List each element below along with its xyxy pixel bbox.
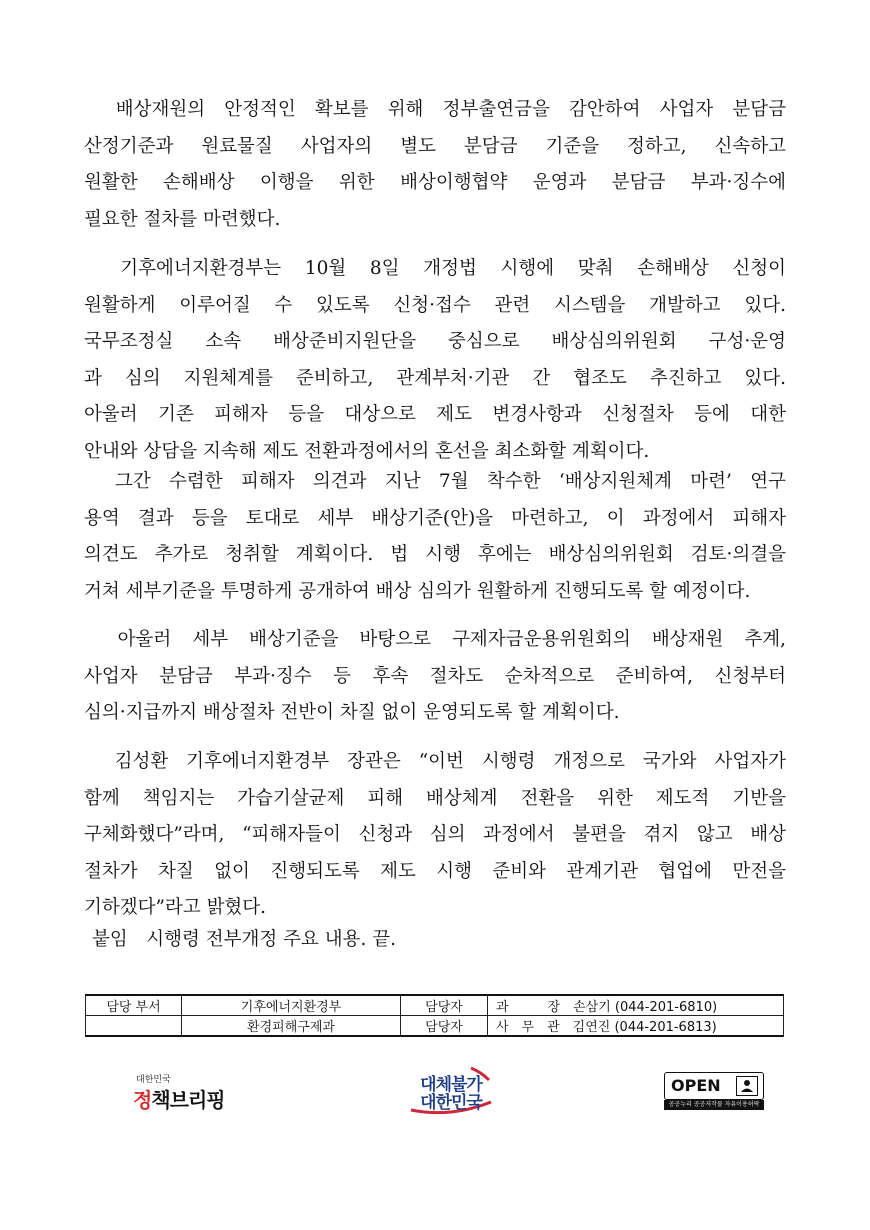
attachment-note: 붙임 시행령 전부개정 주요 내용. 끝. xyxy=(92,929,396,950)
text-line: 산정기준과 원료물질 사업자의 별도 분담금 기준을 정하고, 신속하고 xyxy=(84,135,786,157)
text-line: 원활한 손해배상 이행을 위한 배상이행협약 운영과 분담금 부과·징수에 xyxy=(84,172,786,193)
logo-text: 대한민국 xyxy=(136,1075,171,1085)
text-line: 그간 수렴한 피해자 의견과 지난 7월 착수한 ‘배상지원체계 마련’ 연구 xyxy=(84,471,786,492)
open-license-box xyxy=(664,1072,764,1100)
paragraph-compensation-funding xyxy=(84,92,786,238)
attribution-icon xyxy=(737,1077,757,1095)
open-license-logo xyxy=(664,1072,764,1112)
text-line: 절차가 차질 없이 진행되도록 제도 시행 준비와 관계기관 협업에 만전을 xyxy=(84,860,786,882)
text-line: 아울러 기존 피해자 등을 대상으로 제도 변경사항과 신청절차 등에 대한 xyxy=(84,404,786,425)
contact-person-officer: 사 무 관 김연진 (044-201-6813) xyxy=(488,1016,784,1037)
text-line: 심의·지급까지 배상절차 전반이 차질 없이 운영되도록 할 계획이다. xyxy=(84,702,620,723)
logo-text xyxy=(133,1084,225,1113)
text-line: 의견도 추가로 청취할 계획이다. 법 시행 후에는 배상심의위원회 검토·의결을 xyxy=(84,544,786,565)
slogan-line-2: 대한민국 xyxy=(420,1093,482,1113)
paragraph-follow-up-procedures xyxy=(84,622,786,732)
text-line: 원활하게 이루어질 수 있도록 신청·접수 관련 시스템을 개발하고 있다. xyxy=(84,294,786,316)
open-text: OPEN xyxy=(671,1076,721,1095)
paragraph-minister-quote xyxy=(84,744,786,927)
text-line: 필요한 절차를 마련했다. xyxy=(84,208,281,230)
paragraph-compensation-criteria xyxy=(84,464,786,610)
dept-label: 담당 부서 xyxy=(86,995,182,1016)
person-label: 담당자 xyxy=(401,995,488,1016)
text-line: 과 심의 지원체계를 준비하고, 관계부처·기관 간 협조도 추진하고 있다. xyxy=(84,367,786,389)
text-line: 배상재원의 안정적인 확보를 위해 정부출연금을 감안하여 사업자 분담금 xyxy=(84,99,786,120)
text-line: 함께 책임지는 가습기살균제 피해 배상체계 전환을 위한 제도적 기반을 xyxy=(84,787,786,809)
logo-text-main: 책브리핑 xyxy=(151,1088,225,1112)
dept-name-ministry: 기후에너지환경부 xyxy=(182,995,401,1016)
slogan-logo xyxy=(405,1066,497,1116)
dept-name-division: 환경피해구제과 xyxy=(182,1016,401,1037)
logo-text-accent: 정 xyxy=(133,1088,152,1112)
text-line: 거쳐 세부기준을 투명하게 공개하여 배상 심의가 원활하게 진행되도록 할 예정이다. xyxy=(84,580,751,602)
table-row xyxy=(86,1016,784,1037)
text-line: 용역 결과 등을 토대로 세부 배상기준(안)을 마련하고, 이 과정에서 피해자 xyxy=(84,507,786,529)
text-line: 기하겠다”라고 밝혔다. xyxy=(84,897,267,918)
open-license-bar: 공공누리 공공저작물 자유이용허락 xyxy=(664,1100,764,1110)
person-icon xyxy=(736,1076,758,1096)
slogan-line-1: 대체불가 xyxy=(420,1075,482,1095)
paragraph-system-preparation xyxy=(84,251,786,470)
text-line: 김성환 기후에너지환경부 장관은 “이번 시행령 개정으로 국가와 사업자가 xyxy=(84,751,786,772)
contact-table xyxy=(85,994,784,1037)
table-row xyxy=(86,995,784,1016)
text-line: 구체화했다”라며, “피해자들이 신청과 심의 과정에서 불편을 겪지 않고 배상 xyxy=(84,824,786,845)
person-label: 담당자 xyxy=(401,1016,488,1037)
text-line: 아울러 세부 배상기준을 바탕으로 구제자금운용위원회의 배상재원 추계, xyxy=(84,629,786,650)
policy-briefing-logo xyxy=(133,1072,233,1116)
text-line: 사업자 분담금 부과·징수 등 후속 절차도 순차적으로 준비하여, 신청부터 xyxy=(84,665,786,687)
contact-person-director: 과 장 손삼기 (044-201-6810) xyxy=(488,995,784,1016)
text-line: 안내와 상담을 지속해 제도 전환과정에서의 혼선을 최소화할 계획이다. xyxy=(84,440,650,462)
text-line: 기후에너지환경부는 10월 8일 개정법 시행에 맞춰 손해배상 신청이 xyxy=(84,258,786,279)
dept-label-empty xyxy=(86,1016,182,1037)
text-line: 국무조정실 소속 배상준비지원단을 중심으로 배상심의위원회 구성·운영 xyxy=(84,331,786,352)
